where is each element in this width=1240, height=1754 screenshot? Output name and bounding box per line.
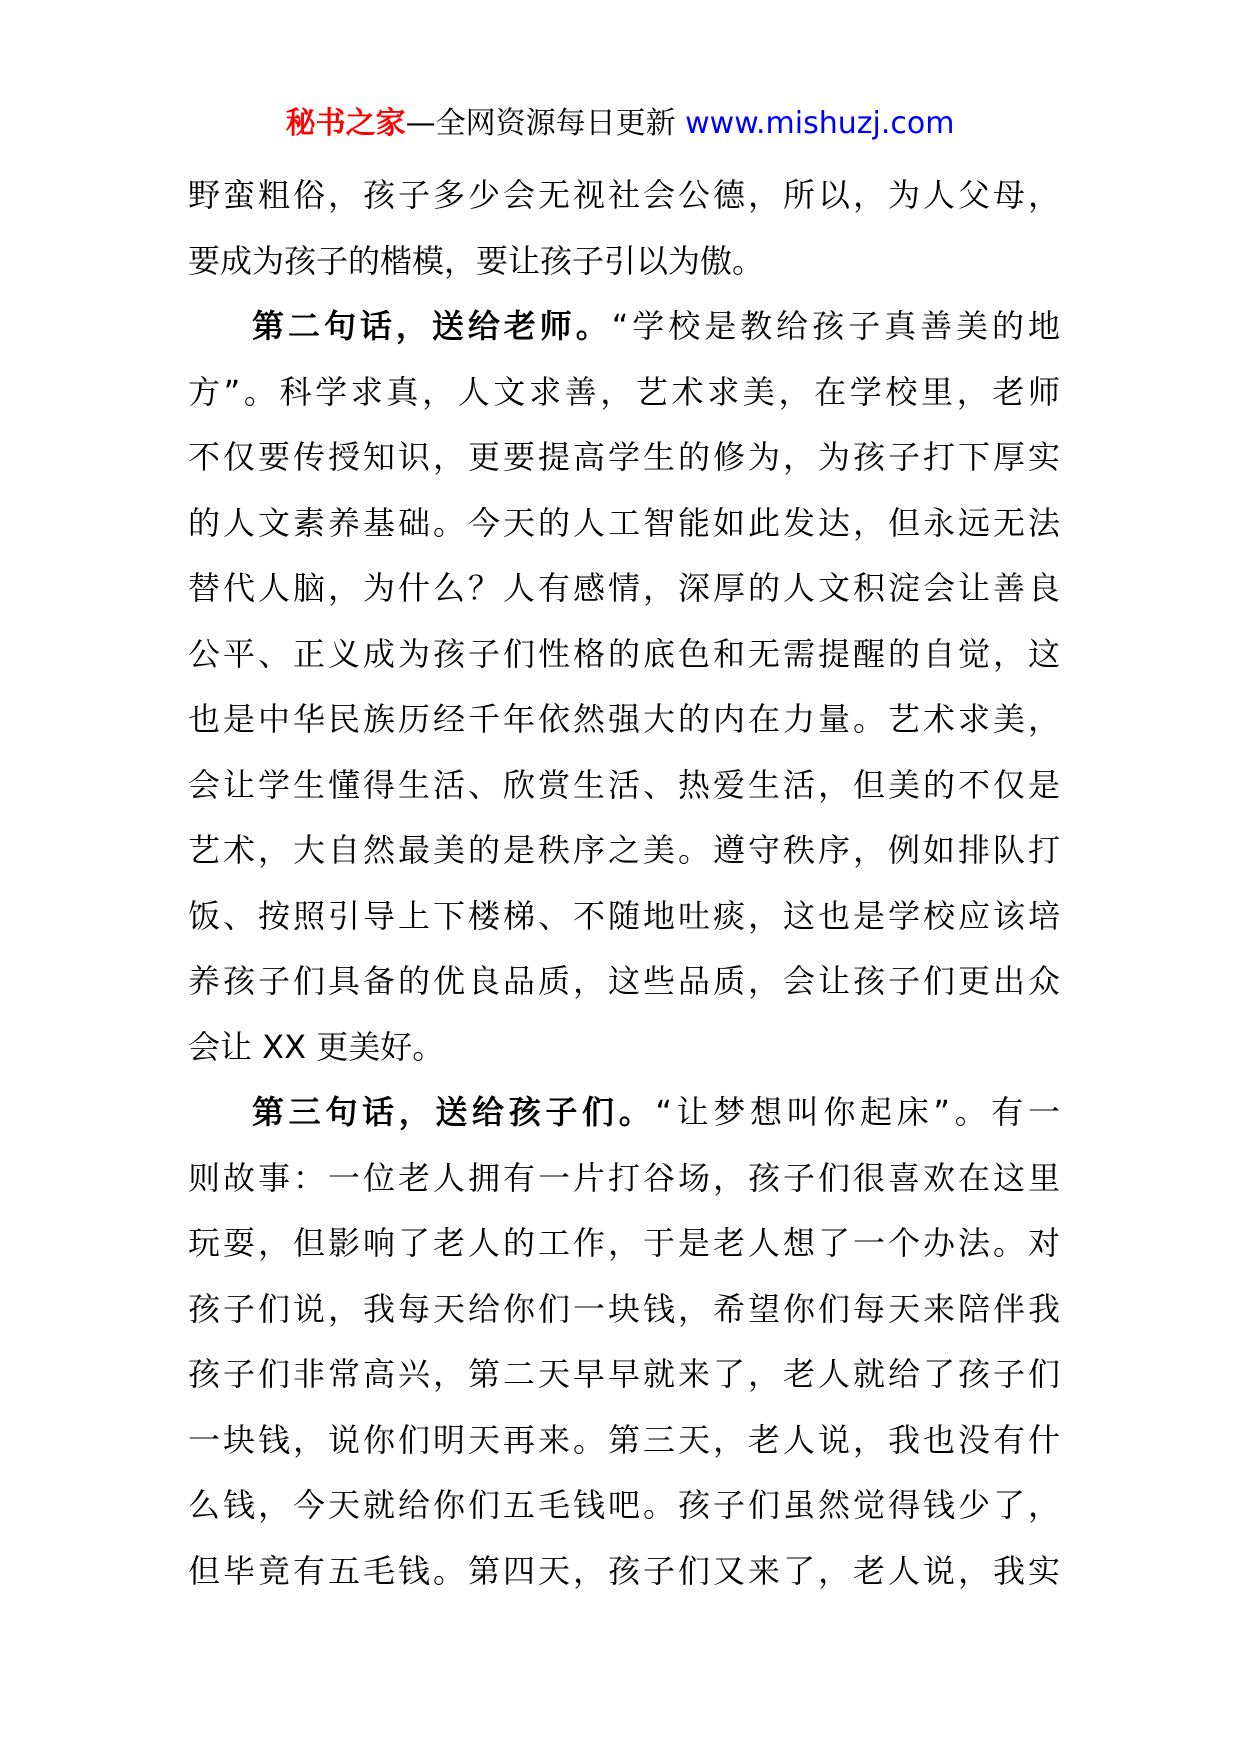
text-line: 但毕竟有五毛钱。第四天，孩子们又来了，老人说，我实	[188, 1551, 1060, 1590]
text-line: 公平、正义成为孩子们性格的底色和无需提醒的自觉，这	[188, 634, 1060, 673]
header-slogan: —全网资源每日更新	[405, 106, 686, 141]
text-line: 饭、按照引导上下楼梯、不随地吐痰，这也是学校应该培	[188, 896, 1060, 935]
text-line	[188, 294, 1060, 360]
text-line: 玩耍，但影响了老人的工作，于是老人想了一个办法。对	[188, 1224, 1060, 1262]
text-run: “让梦想叫你起床”。有一	[655, 1093, 1060, 1131]
text-line	[188, 1080, 1060, 1146]
text-line: 孩子们非常高兴，第二天早早就来了，老人就给了孩子们	[188, 1355, 1060, 1393]
text-line: 养孩子们具备的优良品质，这些品质，会让孩子们更出众	[188, 962, 1060, 1000]
text-line: 方”。科学求真，人文求善，艺术求美，在学校里，老师	[188, 372, 1060, 411]
text-line: 一块钱，说你们明天再来。第三天，老人说，我也没有什	[188, 1420, 1060, 1459]
brand-name: 秘书之家	[285, 106, 406, 141]
page-header	[0, 104, 1240, 144]
paragraph-lead: 第二句话，送给老师。	[252, 307, 612, 345]
text-line: 不仅要传授知识，更要提高学生的修为，为孩子打下厚实	[188, 438, 1060, 476]
text-line: 要成为孩子的楷模，要让孩子引以为傲。	[188, 241, 765, 280]
text-line: 会让 XX 更美好。	[188, 1027, 445, 1066]
text-line: 会让学生懂得生活、欣赏生活、热爱生活，但美的不仅是	[188, 765, 1060, 804]
text-line: 艺术，大自然最美的是秩序之美。遵守秩序，例如排队打	[188, 831, 1060, 869]
website-url: www.mishuzj.com	[685, 106, 955, 141]
paragraph-lead: 第三句话，送给孩子们。	[252, 1093, 656, 1131]
text-run: “学校是教给孩子真善美的地	[611, 307, 1060, 345]
text-line: 孩子们说，我每天给你们一块钱，希望你们每天来陪伴我	[188, 1289, 1060, 1328]
text-line: 也是中华民族历经千年依然强大的内在力量。艺术求美，	[188, 700, 1060, 738]
text-line: 么钱，今天就给你们五毛钱吧。孩子们虽然觉得钱少了，	[188, 1486, 1060, 1524]
text-line: 则故事：一位老人拥有一片打谷场，孩子们很喜欢在这里	[188, 1158, 1060, 1197]
text-line: 的人文素养基础。今天的人工智能如此发达，但永远无法	[188, 503, 1060, 542]
text-line: 替代人脑，为什么？人有感情，深厚的人文积淀会让善良	[188, 569, 1060, 607]
text-line: 野蛮粗俗，孩子多少会无视社会公德，所以，为人父母，	[188, 176, 1060, 214]
article-body	[188, 163, 1060, 1604]
